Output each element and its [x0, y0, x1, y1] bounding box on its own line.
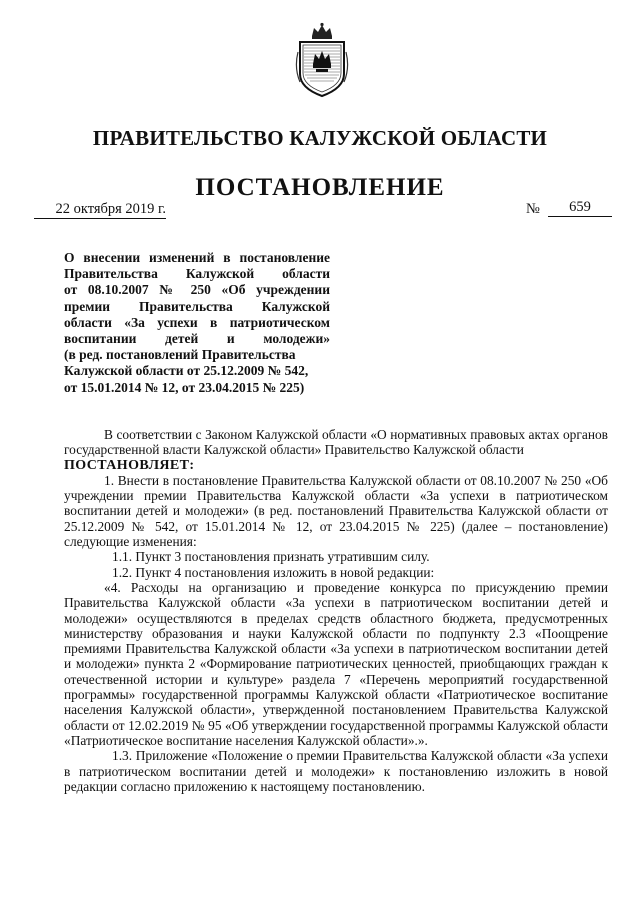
subject-line: (в ред. постановлений Правительства [64, 347, 296, 363]
document-date: 22 октября 2019 г. [34, 201, 166, 219]
document-body [64, 427, 608, 794]
organization-title: ПРАВИТЕЛЬСТВО КАЛУЖСКОЙ ОБЛАСТИ [92, 126, 548, 150]
item-1-1-paragraph: 1.1. Пункт 3 постановления признать утратившим силу. [112, 549, 430, 565]
subject-line: Правительства Калужской области [64, 266, 330, 282]
subject-line: премии Правительства Калужской [64, 298, 330, 314]
item-1-2-paragraph: 1.2. Пункт 4 постановления изложить в новой редакции: [112, 564, 435, 580]
item-1-paragraph: 1. Внести в постановление Правительства Калужской области от 08.10.2007 № 250 «Об учреждении премии Правительства Калужской области «За успехи в патриотическом воспитании детей и молодежи» (в ред. постановлений Правительства Калужской области от 25.12.2009 № 542, от 15.01.2014 № 12, от 23.04.2015 № 225) (далее – постановление) следующие изменения: [64, 472, 608, 550]
subject-line: от 08.10.2007 № 250 «Об учреждении [64, 282, 330, 298]
item-1-3-paragraph: 1.3. Приложение «Положение о премии Правительства Калужской области «За успехи в патриотическом воспитании детей и молодежи» к постановлению изложить в новой редакции согласно приложению к настоящему постановлению. [64, 748, 608, 794]
subject-line: от 15.01.2014 № 12, от 23.04.2015 № 225) [64, 379, 305, 395]
document-number-label: № [526, 201, 540, 217]
subject-line: О внесении изменений в постановление [64, 250, 330, 265]
document-subject [64, 250, 330, 396]
preamble-paragraph: В соответствии с Законом Калужской области «О нормативных правовых актах органов государственной власти Калужской области» Правительство Калужской области [64, 427, 608, 458]
coat-of-arms-emblem [294, 22, 350, 98]
subject-line: воспитании детей и молодежи» [64, 331, 330, 347]
document-type-title: ПОСТАНОВЛЕНИЕ [195, 174, 445, 201]
document-number: 659 [548, 199, 612, 217]
subject-line: области «За успехи в патриотическом [64, 314, 330, 330]
subject-line: Калужской области от 25.12.2009 № 542, [64, 363, 309, 379]
resolves-heading: ПОСТАНОВЛЯЕТ: [64, 457, 195, 473]
quoted-item-4-paragraph: «4. Расходы на организацию и проведение конкурса по присуждению премии Правительства Калужской области «За успехи в патриотическом воспитании детей и молодежи» осуществляются в пределах средств областного бюджета, предусмотренных министерству образования и науки Калужской области по подпункту 2.3 «Поощрение премиями Правительства Калужской области «За успехи в патриотическом воспитании детей и молодежи» пункта 2 «Формирование патриотических ценностей, приобщающих граждан к отечественной истории и культуре» раздела 7 «Перечень мероприятий государственной программы» государственной программы Калужской области «Патриотическое воспитание населения Калужской области», утвержденной постановлением Правительства Калужской области от 12.02.2019 № 95 «Об утверждении государственной программы Калужской области «Патриотическое воспитание населения Калужской области».». [64, 579, 608, 748]
